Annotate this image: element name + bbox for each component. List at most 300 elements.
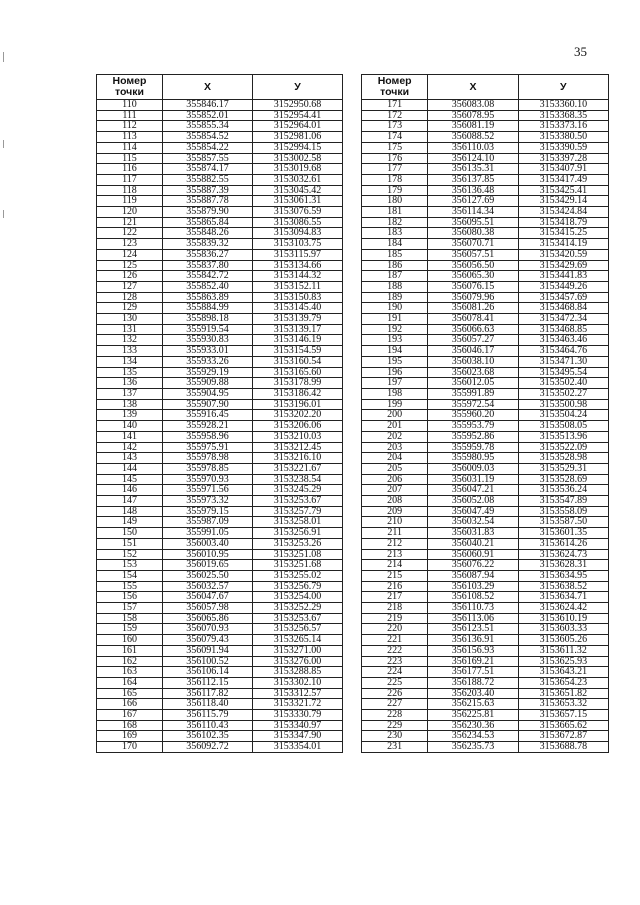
y-coordinate-cell: 3153472.34 — [518, 314, 608, 325]
point-number-cell: 191 — [362, 314, 428, 325]
table-row — [362, 613, 609, 624]
x-coordinate-cell: 356103.29 — [428, 581, 518, 592]
point-number-cell: 197 — [362, 378, 428, 389]
point-number-cell: 209 — [362, 506, 428, 517]
y-coordinate-cell: 3153061.31 — [253, 196, 343, 207]
y-coordinate-cell: 3153196.01 — [253, 399, 343, 410]
table-row — [362, 292, 609, 303]
x-coordinate-cell: 355978.85 — [163, 463, 253, 474]
table-row — [97, 549, 343, 560]
point-number-cell: 119 — [97, 196, 163, 207]
table-row — [97, 581, 343, 592]
point-number-cell: 110 — [97, 100, 163, 111]
x-coordinate-cell: 355882.55 — [163, 174, 253, 185]
y-coordinate-cell: 3153625.93 — [518, 656, 608, 667]
x-coordinate-cell: 356112.15 — [163, 677, 253, 688]
table-row — [97, 292, 343, 303]
table-row — [362, 281, 609, 292]
y-coordinate-cell: 3153103.75 — [253, 239, 343, 250]
y-coordinate-cell: 3153603.33 — [518, 624, 608, 635]
point-number-cell: 134 — [97, 356, 163, 367]
table-row — [97, 378, 343, 389]
y-coordinate-cell: 3153152.11 — [253, 281, 343, 292]
point-number-cell: 205 — [362, 463, 428, 474]
y-coordinate-cell: 3153614.26 — [518, 538, 608, 549]
y-coordinate-cell: 3152981.06 — [253, 132, 343, 143]
x-coordinate-cell: 356070.71 — [428, 239, 518, 250]
y-coordinate-cell: 3153464.76 — [518, 346, 608, 357]
table-row — [97, 645, 343, 656]
table-row — [362, 132, 609, 143]
y-coordinate-cell: 3153653.32 — [518, 699, 608, 710]
table-row — [97, 570, 343, 581]
x-coordinate-cell: 356076.15 — [428, 281, 518, 292]
x-coordinate-cell: 356123.51 — [428, 624, 518, 635]
x-coordinate-cell: 356052.08 — [428, 496, 518, 507]
point-number-cell: 214 — [362, 560, 428, 571]
x-coordinate-cell: 355852.40 — [163, 281, 253, 292]
y-coordinate-cell: 3153605.26 — [518, 635, 608, 646]
x-coordinate-cell: 356012.05 — [428, 378, 518, 389]
table-row — [362, 581, 609, 592]
x-coordinate-cell: 356102.35 — [163, 731, 253, 742]
point-number-cell: 181 — [362, 207, 428, 218]
y-coordinate-cell: 3153312.57 — [253, 688, 343, 699]
point-number-cell: 179 — [362, 185, 428, 196]
x-coordinate-cell: 355970.93 — [163, 474, 253, 485]
x-coordinate-cell: 355991.05 — [163, 528, 253, 539]
x-coordinate-cell: 355980.95 — [428, 453, 518, 464]
table-row — [362, 603, 609, 614]
point-number-cell: 188 — [362, 281, 428, 292]
header-x: X — [163, 75, 253, 100]
y-coordinate-cell: 3153610.19 — [518, 613, 608, 624]
x-coordinate-cell: 355930.83 — [163, 335, 253, 346]
table-header-row — [362, 75, 609, 100]
y-coordinate-cell: 3153165.60 — [253, 367, 343, 378]
point-number-cell: 143 — [97, 453, 163, 464]
point-number-cell: 130 — [97, 314, 163, 325]
y-coordinate-cell: 3153186.42 — [253, 388, 343, 399]
point-number-cell: 120 — [97, 207, 163, 218]
y-coordinate-cell: 3153463.46 — [518, 335, 608, 346]
y-coordinate-cell: 3153528.69 — [518, 474, 608, 485]
table-row — [362, 217, 609, 228]
table-row — [97, 153, 343, 164]
table-row — [97, 100, 343, 111]
table-body-left — [97, 100, 343, 753]
table-row — [97, 496, 343, 507]
point-number-cell: 129 — [97, 303, 163, 314]
point-number-cell: 187 — [362, 271, 428, 282]
y-coordinate-cell: 3153086.55 — [253, 217, 343, 228]
y-coordinate-cell: 3153094.83 — [253, 228, 343, 239]
point-number-cell: 189 — [362, 292, 428, 303]
table-row — [362, 421, 609, 432]
point-number-cell: 174 — [362, 132, 428, 143]
table-row — [362, 324, 609, 335]
table-row — [362, 303, 609, 314]
x-coordinate-cell: 356040.21 — [428, 538, 518, 549]
point-number-cell: 144 — [97, 463, 163, 474]
x-coordinate-cell: 356203.40 — [428, 688, 518, 699]
table-row — [97, 710, 343, 721]
margin-mark — [3, 52, 4, 62]
point-number-cell: 121 — [97, 217, 163, 228]
x-coordinate-cell: 355837.80 — [163, 260, 253, 271]
x-coordinate-cell: 356188.72 — [428, 677, 518, 688]
y-coordinate-cell: 3153045.42 — [253, 185, 343, 196]
table-row — [362, 185, 609, 196]
point-number-cell: 223 — [362, 656, 428, 667]
point-number-cell: 175 — [362, 142, 428, 153]
x-coordinate-cell: 356156.93 — [428, 645, 518, 656]
table-row — [97, 356, 343, 367]
header-x: X — [428, 75, 518, 100]
table-row — [362, 121, 609, 132]
table-row — [97, 260, 343, 271]
x-coordinate-cell: 355972.54 — [428, 399, 518, 410]
point-number-cell: 114 — [97, 142, 163, 153]
y-coordinate-cell: 3153634.95 — [518, 570, 608, 581]
x-coordinate-cell: 355852.01 — [163, 110, 253, 121]
table-row — [97, 635, 343, 646]
table-row — [97, 613, 343, 624]
table-row — [97, 592, 343, 603]
x-coordinate-cell: 356031.83 — [428, 528, 518, 539]
y-coordinate-cell: 3153253.67 — [253, 496, 343, 507]
y-coordinate-cell: 3153457.69 — [518, 292, 608, 303]
table-row — [362, 260, 609, 271]
x-coordinate-cell: 355865.84 — [163, 217, 253, 228]
table-row — [97, 453, 343, 464]
table-row — [97, 463, 343, 474]
y-coordinate-cell: 3153429.69 — [518, 260, 608, 271]
y-coordinate-cell: 3152954.41 — [253, 110, 343, 121]
x-coordinate-cell: 355874.17 — [163, 164, 253, 175]
y-coordinate-cell: 3153654.23 — [518, 677, 608, 688]
x-coordinate-cell: 356032.57 — [163, 581, 253, 592]
point-number-cell: 185 — [362, 249, 428, 260]
x-coordinate-cell: 356003.40 — [163, 538, 253, 549]
y-coordinate-cell: 3153611.32 — [518, 645, 608, 656]
y-coordinate-cell: 3153547.89 — [518, 496, 608, 507]
y-coordinate-cell: 3153258.01 — [253, 517, 343, 528]
point-number-cell: 131 — [97, 324, 163, 335]
y-coordinate-cell: 3153254.00 — [253, 592, 343, 603]
y-coordinate-cell: 3153513.96 — [518, 431, 608, 442]
x-coordinate-cell: 356091.94 — [163, 645, 253, 656]
table-row — [97, 699, 343, 710]
x-coordinate-cell: 355904.95 — [163, 388, 253, 399]
table-row — [362, 560, 609, 571]
y-coordinate-cell: 3153002.58 — [253, 153, 343, 164]
x-coordinate-cell: 356117.82 — [163, 688, 253, 699]
point-number-cell: 155 — [97, 581, 163, 592]
point-number-cell: 160 — [97, 635, 163, 646]
y-coordinate-cell: 3153134.66 — [253, 260, 343, 271]
y-coordinate-cell: 3153508.05 — [518, 421, 608, 432]
y-coordinate-cell: 3153665.62 — [518, 720, 608, 731]
page-number: 35 — [574, 44, 587, 59]
x-coordinate-cell: 356078.95 — [428, 110, 518, 121]
point-number-cell: 158 — [97, 613, 163, 624]
point-number-cell: 212 — [362, 538, 428, 549]
y-coordinate-cell: 3153390.59 — [518, 142, 608, 153]
y-coordinate-cell: 3153139.79 — [253, 314, 343, 325]
point-number-cell: 227 — [362, 699, 428, 710]
y-coordinate-cell: 3153144.32 — [253, 271, 343, 282]
table-row — [362, 710, 609, 721]
table-row — [362, 153, 609, 164]
table-row — [97, 560, 343, 571]
table-row — [362, 271, 609, 282]
point-number-cell: 166 — [97, 699, 163, 710]
y-coordinate-cell: 3153536.24 — [518, 485, 608, 496]
point-number-cell: 195 — [362, 356, 428, 367]
point-number-cell: 207 — [362, 485, 428, 496]
y-coordinate-cell: 3153245.29 — [253, 485, 343, 496]
y-coordinate-cell: 3153145.40 — [253, 303, 343, 314]
y-coordinate-cell: 3153276.00 — [253, 656, 343, 667]
x-coordinate-cell: 356031.19 — [428, 474, 518, 485]
x-coordinate-cell: 355979.15 — [163, 506, 253, 517]
point-number-cell: 210 — [362, 517, 428, 528]
x-coordinate-cell: 356135.31 — [428, 164, 518, 175]
point-number-cell: 135 — [97, 367, 163, 378]
point-number-cell: 153 — [97, 560, 163, 571]
point-number-cell: 199 — [362, 399, 428, 410]
point-number-cell: 146 — [97, 485, 163, 496]
point-number-cell: 206 — [362, 474, 428, 485]
y-coordinate-cell: 3153502.27 — [518, 388, 608, 399]
y-coordinate-cell: 3153424.84 — [518, 207, 608, 218]
y-coordinate-cell: 3153657.15 — [518, 710, 608, 721]
table-row — [362, 164, 609, 175]
table-row — [362, 677, 609, 688]
point-number-cell: 170 — [97, 742, 163, 753]
point-number-cell: 164 — [97, 677, 163, 688]
point-number-cell: 220 — [362, 624, 428, 635]
point-number-cell: 216 — [362, 581, 428, 592]
point-number-cell: 201 — [362, 421, 428, 432]
point-number-cell: 117 — [97, 174, 163, 185]
y-coordinate-cell: 3153253.67 — [253, 613, 343, 624]
x-coordinate-cell: 356078.41 — [428, 314, 518, 325]
point-number-cell: 222 — [362, 645, 428, 656]
y-coordinate-cell: 3153076.59 — [253, 207, 343, 218]
point-number-cell: 118 — [97, 185, 163, 196]
y-coordinate-cell: 3153587.50 — [518, 517, 608, 528]
x-coordinate-cell: 355836.27 — [163, 249, 253, 260]
x-coordinate-cell: 356060.91 — [428, 549, 518, 560]
x-coordinate-cell: 356092.72 — [163, 742, 253, 753]
table-row — [362, 399, 609, 410]
x-coordinate-cell: 355928.21 — [163, 421, 253, 432]
x-coordinate-cell: 356057.51 — [428, 249, 518, 260]
y-coordinate-cell: 3153255.02 — [253, 570, 343, 581]
y-coordinate-cell: 3153212.45 — [253, 442, 343, 453]
x-coordinate-cell: 355952.86 — [428, 431, 518, 442]
x-coordinate-cell: 356108.52 — [428, 592, 518, 603]
x-coordinate-cell: 356106.14 — [163, 667, 253, 678]
x-coordinate-cell: 356083.08 — [428, 100, 518, 111]
table-row — [97, 217, 343, 228]
x-coordinate-cell: 356137.85 — [428, 174, 518, 185]
x-coordinate-cell: 356115.79 — [163, 710, 253, 721]
table-row — [97, 528, 343, 539]
table-header-row — [97, 75, 343, 100]
table-row — [362, 506, 609, 517]
y-coordinate-cell: 3153216.10 — [253, 453, 343, 464]
table-row — [362, 174, 609, 185]
x-coordinate-cell: 356118.40 — [163, 699, 253, 710]
table-row — [97, 421, 343, 432]
y-coordinate-cell: 3153347.90 — [253, 731, 343, 742]
point-number-cell: 230 — [362, 731, 428, 742]
x-coordinate-cell: 356177.51 — [428, 667, 518, 678]
point-number-cell: 169 — [97, 731, 163, 742]
y-coordinate-cell: 3153178.99 — [253, 378, 343, 389]
x-coordinate-cell: 356124.10 — [428, 153, 518, 164]
table-row — [362, 742, 609, 753]
table-row — [362, 517, 609, 528]
table-row — [362, 196, 609, 207]
y-coordinate-cell: 3153651.82 — [518, 688, 608, 699]
table-row — [362, 549, 609, 560]
point-number-cell: 161 — [97, 645, 163, 656]
table-row — [97, 207, 343, 218]
x-coordinate-cell: 356023.68 — [428, 367, 518, 378]
x-coordinate-cell: 356079.43 — [163, 635, 253, 646]
table-row — [97, 314, 343, 325]
table-row — [362, 463, 609, 474]
y-coordinate-cell: 3153415.25 — [518, 228, 608, 239]
y-coordinate-cell: 3153624.73 — [518, 549, 608, 560]
table-row — [97, 174, 343, 185]
x-coordinate-cell: 356113.06 — [428, 613, 518, 624]
y-coordinate-cell: 3153638.52 — [518, 581, 608, 592]
point-number-cell: 218 — [362, 603, 428, 614]
table-row — [97, 196, 343, 207]
x-coordinate-cell: 355916.45 — [163, 410, 253, 421]
table-row — [97, 346, 343, 357]
point-number-cell: 133 — [97, 346, 163, 357]
table-row — [97, 677, 343, 688]
point-number-cell: 213 — [362, 549, 428, 560]
y-coordinate-cell: 3152964.01 — [253, 121, 343, 132]
y-coordinate-cell: 3153495.54 — [518, 367, 608, 378]
x-coordinate-cell: 356019.65 — [163, 560, 253, 571]
point-number-cell: 168 — [97, 720, 163, 731]
y-coordinate-cell: 3153502.40 — [518, 378, 608, 389]
x-coordinate-cell: 355863.89 — [163, 292, 253, 303]
x-coordinate-cell: 356088.52 — [428, 132, 518, 143]
x-coordinate-cell: 356169.21 — [428, 656, 518, 667]
x-coordinate-cell: 356070.93 — [163, 624, 253, 635]
y-coordinate-cell: 3153253.26 — [253, 538, 343, 549]
y-coordinate-cell: 3153251.08 — [253, 549, 343, 560]
x-coordinate-cell: 355887.78 — [163, 196, 253, 207]
x-coordinate-cell: 355884.99 — [163, 303, 253, 314]
table-row — [362, 699, 609, 710]
x-coordinate-cell: 355960.20 — [428, 410, 518, 421]
x-coordinate-cell: 356032.54 — [428, 517, 518, 528]
table-row — [97, 399, 343, 410]
x-coordinate-cell: 355953.79 — [428, 421, 518, 432]
point-number-cell: 226 — [362, 688, 428, 699]
point-number-cell: 198 — [362, 388, 428, 399]
table-row — [97, 132, 343, 143]
y-coordinate-cell: 3152950.68 — [253, 100, 343, 111]
point-number-cell: 177 — [362, 164, 428, 175]
table-row — [97, 121, 343, 132]
y-coordinate-cell: 3153634.71 — [518, 592, 608, 603]
x-coordinate-cell: 355973.32 — [163, 496, 253, 507]
y-coordinate-cell: 3153265.14 — [253, 635, 343, 646]
table-row — [362, 431, 609, 442]
point-number-cell: 225 — [362, 677, 428, 688]
point-number-cell: 132 — [97, 335, 163, 346]
table-row — [362, 100, 609, 111]
x-coordinate-cell: 355857.55 — [163, 153, 253, 164]
table-row — [362, 635, 609, 646]
x-coordinate-cell: 356046.17 — [428, 346, 518, 357]
x-coordinate-cell: 356081.26 — [428, 303, 518, 314]
x-coordinate-cell: 356047.67 — [163, 592, 253, 603]
y-coordinate-cell: 3153418.79 — [518, 217, 608, 228]
x-coordinate-cell: 355975.91 — [163, 442, 253, 453]
x-coordinate-cell: 355933.01 — [163, 346, 253, 357]
x-coordinate-cell: 355971.56 — [163, 485, 253, 496]
y-coordinate-cell: 3153468.84 — [518, 303, 608, 314]
point-number-cell: 204 — [362, 453, 428, 464]
margin-mark — [3, 210, 4, 218]
point-number-cell: 137 — [97, 388, 163, 399]
y-coordinate-cell: 3153257.79 — [253, 506, 343, 517]
table-row — [362, 496, 609, 507]
table-row — [97, 228, 343, 239]
point-number-cell: 122 — [97, 228, 163, 239]
y-coordinate-cell: 3153628.31 — [518, 560, 608, 571]
point-number-cell: 178 — [362, 174, 428, 185]
point-number-cell: 140 — [97, 421, 163, 432]
table-row — [362, 239, 609, 250]
table-row — [362, 485, 609, 496]
point-number-cell: 148 — [97, 506, 163, 517]
table-row — [97, 303, 343, 314]
x-coordinate-cell: 356057.27 — [428, 335, 518, 346]
y-coordinate-cell: 3153528.98 — [518, 453, 608, 464]
header-point-number: Номер точки — [97, 75, 163, 100]
point-number-cell: 154 — [97, 570, 163, 581]
y-coordinate-cell: 3153256.57 — [253, 624, 343, 635]
point-number-cell: 193 — [362, 335, 428, 346]
x-coordinate-cell: 355879.90 — [163, 207, 253, 218]
point-number-cell: 229 — [362, 720, 428, 731]
table-row — [362, 538, 609, 549]
x-coordinate-cell: 355958.96 — [163, 431, 253, 442]
point-number-cell: 113 — [97, 132, 163, 143]
x-coordinate-cell: 355898.18 — [163, 314, 253, 325]
y-coordinate-cell: 3152994.15 — [253, 142, 343, 153]
y-coordinate-cell: 3153032.61 — [253, 174, 343, 185]
x-coordinate-cell: 356136.48 — [428, 185, 518, 196]
y-coordinate-cell: 3153407.91 — [518, 164, 608, 175]
y-coordinate-cell: 3153256.91 — [253, 528, 343, 539]
point-number-cell: 163 — [97, 667, 163, 678]
y-coordinate-cell: 3153271.00 — [253, 645, 343, 656]
